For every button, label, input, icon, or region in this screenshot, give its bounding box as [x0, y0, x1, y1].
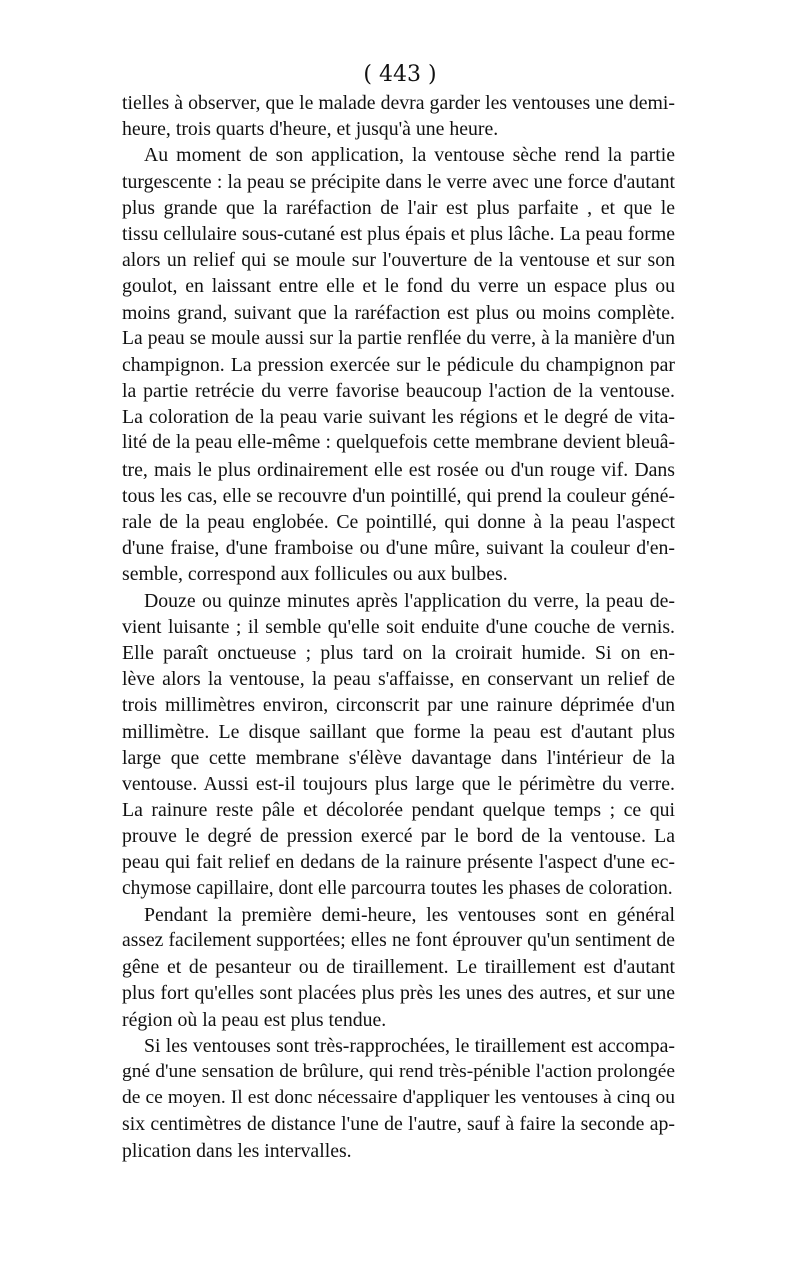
text-line: plication dans les intervalles. — [122, 1139, 352, 1162]
text-line: Douze ou quinze minutes après l'application du verre, la peau de- — [144, 589, 675, 612]
text-line: tous les cas, elle se recouvre d'un pointillé, qui prend la couleur géné- — [122, 484, 675, 507]
text-line: tre, mais le plus ordinairement elle est rosée ou d'un rouge vif. Dans — [122, 458, 675, 481]
text-line: large que cette membrane s'élève davantage dans l'intérieur de la — [122, 746, 675, 769]
text-line: goulot, en laissant entre elle et le fond du verre un espace plus ou — [122, 275, 675, 298]
text-line: Si les ventouses sont très-rapprochées, le tiraillement est accompa- — [144, 1034, 675, 1057]
text-line: Elle paraît onctueuse ; plus tard on la croirait humide. Si on en- — [122, 641, 675, 664]
text-line: La rainure reste pâle et décolorée pendant quelque temps ; ce qui — [122, 799, 675, 822]
text-line: alors un relief qui se moule sur l'ouverture de la ventouse et sur son — [122, 249, 675, 272]
text-line: heure, trois quarts d'heure, et jusqu'à une heure. — [122, 118, 499, 141]
text-line: La coloration de la peau varie suivant les régions et le degré de vita- — [122, 406, 675, 429]
body-text — [122, 90, 675, 1164]
text-line: tissu cellulaire sous-cutané est plus épais et plus lâche. La peau forme — [122, 222, 675, 245]
text-line: la partie retrécie du verre favorise beaucoup l'action de la ventouse. — [122, 380, 675, 403]
text-line: La peau se moule aussi sur la partie renflée du verre, à la manière d'un — [122, 327, 675, 349]
text-line: lité de la peau elle-même : quelquefois cette membrane devient bleuâ- — [122, 432, 675, 454]
text-line: six centimètres de distance l'une de l'autre, sauf à faire la seconde ap- — [122, 1113, 675, 1136]
text-line: de ce moyen. Il est donc nécessaire d'appliquer les ventouses à cinq ou — [122, 1087, 675, 1109]
text-line: plus fort qu'elles sont placées plus près les unes des autres, et sur une — [122, 982, 675, 1005]
text-line: chymose capillaire, dont elle parcourra toutes les phases de coloration. — [122, 877, 673, 899]
page-number: ( 443 ) — [363, 62, 437, 87]
text-line: trois millimètres environ, circonscrit par une rainure déprimée d'un — [122, 694, 675, 717]
text-line: région où la peau est plus tendue. — [122, 1008, 387, 1031]
text-line: turgescente : la peau se précipite dans le verre avec une force d'autant — [122, 170, 675, 193]
text-line: gné d'une sensation de brûlure, qui rend très-pénible l'action prolongée — [122, 1060, 675, 1082]
text-line: semble, correspond aux follicules ou aux bulbes. — [122, 563, 508, 586]
text-line: champignon. La pression exercée sur le pédicule du champignon par — [122, 353, 675, 376]
text-line: peau qui fait relief en dedans de la rainure présente l'aspect d'une ec- — [122, 851, 675, 874]
text-line: lève alors la ventouse, la peau s'affaisse, en conservant un relief de — [122, 668, 675, 691]
text-line: vient luisante ; il semble qu'elle soit enduite d'une couche de vernis. — [122, 615, 675, 638]
text-line: assez facilement supportées; elles ne font éprouver qu'un sentiment de — [122, 930, 675, 951]
text-line: tielles à observer, que le malade devra garder les ventouses une demi- — [122, 92, 675, 114]
text-line: plus grande que la raréfaction de l'air est plus parfaite , et que le — [122, 196, 675, 219]
text-line: moins grand, suivant que la raréfaction est plus ou moins complète. — [122, 301, 675, 324]
text-line: prouve le degré de pression exercé par le bord de la ventouse. La — [122, 825, 675, 848]
text-line: rale de la peau englobée. Ce pointillé, qui donne à la peau l'aspect — [122, 511, 675, 533]
text-line: d'une fraise, d'une framboise ou d'une mûre, suivant la couleur d'en- — [122, 537, 675, 560]
text-line: gêne et de pesanteur ou de tiraillement. Le tiraillement est d'autant — [122, 956, 675, 979]
text-line: Au moment de son application, la ventouse sèche rend la partie — [144, 144, 675, 167]
text-line: millimètre. Le disque saillant que forme la peau est d'autant plus — [122, 720, 675, 743]
text-line: ventouse. Aussi est-il toujours plus large que le périmètre du verre. — [122, 772, 675, 795]
text-line: Pendant la première demi-heure, les ventouses sont en général — [144, 903, 675, 926]
